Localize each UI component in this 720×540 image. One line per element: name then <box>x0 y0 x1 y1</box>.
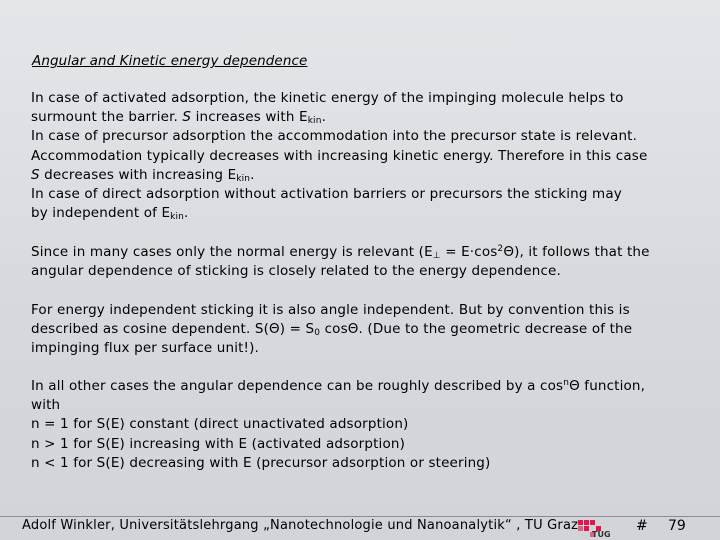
text-line: In case of direct adsorption without activation barriers or precursors the sticking may <box>31 186 622 203</box>
tug-logo-text: TUG <box>592 530 611 539</box>
text-line: impinging flux per surface unit!). <box>31 340 259 357</box>
text-line: In all other cases the angular dependence can be roughly described by a $\cos^n\Theta$ function, <box>31 378 646 394</box>
page-number-hash: # <box>636 518 648 534</box>
text-line: by independent of $E_{kin}$. <box>31 205 189 223</box>
paragraph-normal-energy <box>31 243 696 281</box>
text-line: with <box>31 397 61 414</box>
text-line: Since in many cases only the normal energy is relevant $(E_\perp = E\cdot\cos^2\Theta)$, it follows that the <box>31 244 650 261</box>
footer-credit: Adolf Winkler, Universitätslehrgang „Nanotechnologie und Nanoanalytik“ , TU Graz <box>22 518 579 533</box>
text-line: For energy independent sticking it is also angle independent. But by convention this is <box>31 302 630 318</box>
text-line: Accommodation typically decreases with increasing kinetic energy. Therefore in this case <box>31 147 648 164</box>
slide-title: Angular and Kinetic energy dependence <box>32 53 308 69</box>
paragraph-activated-adsorption <box>31 89 696 223</box>
text-line: In case of precursor adsorption the accommodation into the precursor state is relevant. <box>31 128 638 145</box>
paragraph-cos-n-function <box>31 377 696 473</box>
footer-divider <box>0 516 720 517</box>
text-line: n < 1 for S(E) decreasing with E (precursor adsorption or steering) <box>31 454 491 471</box>
page-number: 79 <box>668 518 686 534</box>
text-line: n = 1 for S(E) constant (direct unactivated adsorption) <box>31 416 409 433</box>
text-line: In case of activated adsorption, the kinetic energy of the impinging molecule helps to <box>31 90 624 106</box>
text-line: n > 1 for S(E) increasing with E (activated adsorption) <box>31 435 405 452</box>
text-line: described as cosine dependent. $S(\Theta) = S_0$ cosΘ. (Due to the geometric decrease of the <box>31 321 633 339</box>
text-line: angular dependence of sticking is closely related to the energy dependence. <box>31 263 561 280</box>
text-line: S decreases with increasing $E_{kin}$. <box>31 166 255 184</box>
paragraph-cosine-dependence <box>31 301 696 359</box>
text-line: surmount the barrier. S increases with $E_{kin}$. <box>31 109 327 127</box>
